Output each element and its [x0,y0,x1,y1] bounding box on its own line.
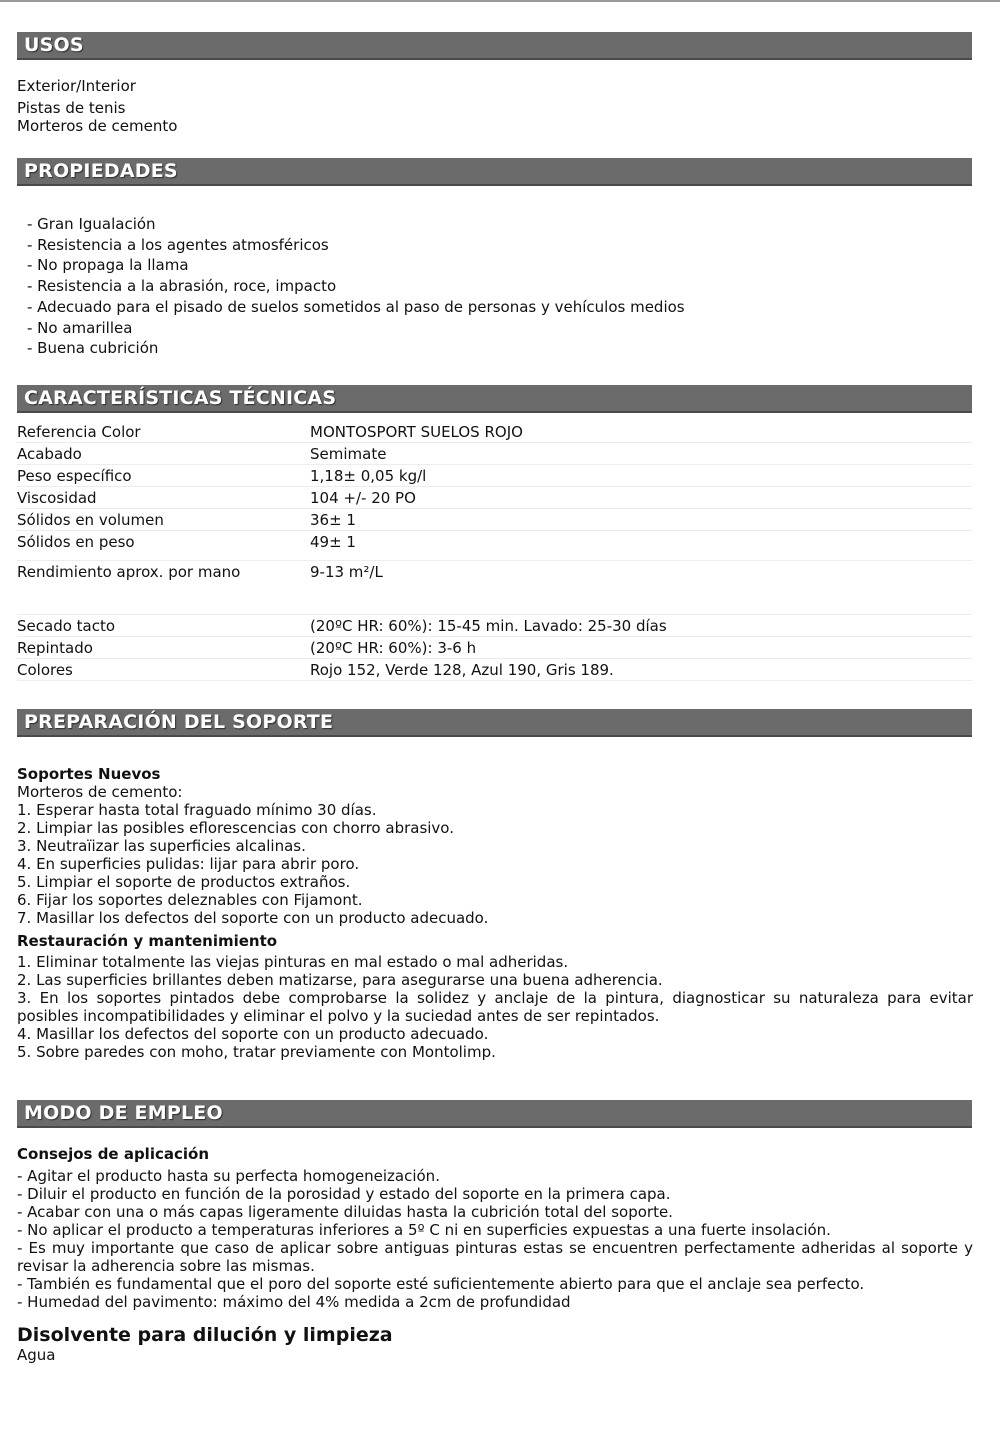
propiedad-item: - Gran Igualación [27,215,156,233]
list-item: - Humedad del pavimento: máximo del 4% medida a 2cm de profundidad [17,1293,571,1311]
preparacion-content [17,765,973,1061]
row-label: Sólidos en peso [17,533,135,551]
modo-content [17,1145,973,1311]
table-row [17,465,972,487]
row-value: Semimate [310,445,387,463]
propiedad-item: - Resistencia a la abrasión, roce, impacto [27,277,337,296]
list-item: - Agitar el producto hasta su perfecta homogeneización. [17,1167,440,1185]
propiedad-item: - No propaga la llama [27,256,189,275]
row-value: 1,18± 0,05 kg/l [310,467,427,485]
row-value: 9-13 m²/L [310,563,383,581]
section-header-modo: MODO DE EMPLEO [17,1100,972,1128]
usos-item: Exterior/Interior [17,77,136,95]
row-label: Acabado [17,445,82,463]
row-value: 36± 1 [310,511,356,529]
section-header-propiedades: PROPIEDADES [17,158,972,186]
top-rule [0,0,1000,2]
row-value: (20ºC HR: 60%): 15-45 min. Lavado: 25-30 días [310,617,667,635]
nuevos-intro: Morteros de cemento: [17,783,183,801]
usos-item: Pistas de tenis [17,99,126,117]
list-item: - Acabar con una o más capas ligeramente diluidas hasta la cubrición total del soporte. [17,1203,673,1221]
caracteristicas-table [17,421,972,681]
list-item: 2. Las superficies brillantes deben matizarse, para asegurarse una buena adherencia. [17,971,663,989]
table-row [17,531,972,561]
row-value: MONTOSPORT SUELOS ROJO [310,423,523,441]
propiedad-item: - Buena cubrición [27,339,159,358]
propiedad-item: - Adecuado para el pisado de suelos sometidos al paso de personas y vehículos medios [27,297,685,316]
table-row [17,615,972,637]
row-label: Repintado [17,639,93,657]
list-item: - Diluir el producto en función de la porosidad y estado del soporte en la primera capa. [17,1185,671,1203]
table-row [17,561,972,615]
list-item: - También es fundamental que el poro del soporte esté suficientemente abierto para que el anclaje sea perfecto. [17,1275,865,1293]
row-label: Referencia Color [17,423,141,441]
section-header-caracteristicas: CARACTERÍSTICAS TÉCNICAS [17,385,972,413]
list-item: 6. Fijar los soportes deleznables con Fijamont. [17,891,363,909]
usos-item: Morteros de cemento [17,117,178,135]
row-label: Rendimiento aprox. por mano [17,563,241,581]
row-label: Viscosidad [17,489,97,507]
propiedad-item: - No amarillea [27,318,133,337]
list-item: 2. Limpiar las posibles eflorescencias con chorro abrasivo. [17,819,454,837]
disolvente-value: Agua [17,1346,56,1364]
list-item: 4. Masillar los defectos del soporte con un producto adecuado. [17,1025,489,1043]
section-header-usos: USOS [17,32,972,60]
list-item: 3. En los soportes pintados debe comprobarse la solidez y anclaje de la pintura, diagnosticar su naturaleza para evitar posibles incompatibilidades y eliminar el polvo y la suciedad antes de ser repintados. [17,989,973,1025]
table-row [17,443,972,465]
row-value: 49± 1 [310,533,356,551]
disolvente-title: Disolvente para dilución y limpieza [17,1324,393,1346]
subheading-soportes-nuevos: Soportes Nuevos [17,765,161,783]
table-row [17,509,972,531]
list-item: 5. Limpiar el soporte de productos extraños. [17,873,351,891]
section-header-preparacion: PREPARACIÓN DEL SOPORTE [17,709,972,737]
propiedad-item: - Resistencia a los agentes atmosféricos [27,235,329,254]
list-item: 7. Masillar los defectos del soporte con un producto adecuado. [17,909,489,927]
table-row [17,487,972,509]
row-label: Peso específico [17,467,132,485]
row-value: 104 +/- 20 PO [310,489,416,507]
list-item: 1. Eliminar totalmente las viejas pinturas en mal estado o mal adheridas. [17,953,569,971]
list-item: 5. Sobre paredes con moho, tratar previamente con Montolimp. [17,1043,496,1061]
row-label: Secado tacto [17,617,116,635]
propiedades-list [27,214,983,359]
row-label: Sólidos en volumen [17,511,164,529]
table-row [17,421,972,443]
list-item: 1. Esperar hasta total fraguado mínimo 30 días. [17,801,377,819]
table-row [17,637,972,659]
list-item: - No aplicar el producto a temperaturas inferiores a 5º C ni en superficies expuestas a una fuerte insolación. [17,1221,831,1239]
subheading-restauracion: Restauración y mantenimiento [17,932,278,950]
subheading-consejos: Consejos de aplicación [17,1145,209,1163]
list-item: 3. Neutraïizar las superficies alcalinas. [17,837,306,855]
row-value: Rojo 152, Verde 128, Azul 190, Gris 189. [310,661,614,679]
usos-list [17,77,973,135]
disolvente-section [17,1324,973,1364]
row-label: Colores [17,661,73,679]
list-item: 4. En superficies pulidas: lijar para abrir poro. [17,855,360,873]
table-row [17,659,972,681]
row-value: (20ºC HR: 60%): 3-6 h [310,639,477,657]
list-item: - Es muy importante que caso de aplicar sobre antiguas pinturas estas se encuentren perfectamente adheridas al soporte y revisar la adherencia sobre las mismas. [17,1239,973,1275]
